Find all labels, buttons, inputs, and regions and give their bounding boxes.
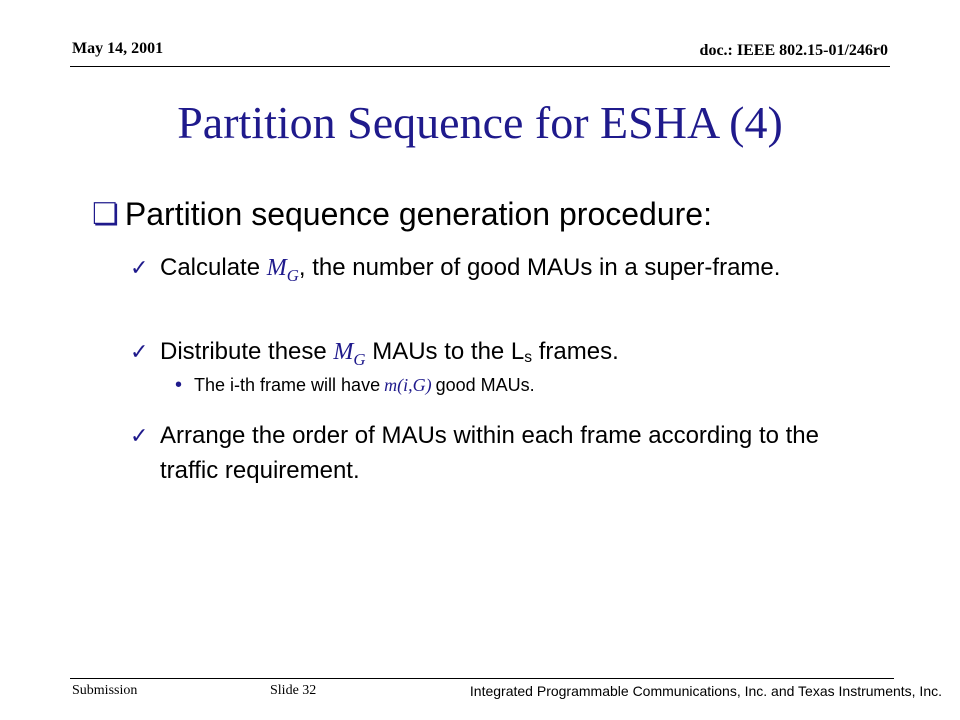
math-mg: $M_G$: [333, 339, 366, 369]
header-date: May 14, 2001: [72, 40, 164, 57]
sub-list-item: [175, 374, 535, 397]
list-item: [130, 250, 830, 293]
footer-slide-number: Slide 32: [270, 683, 317, 698]
main-bullet-text: Partition sequence generation procedure:: [124, 196, 712, 232]
sub-item-text: The i-th frame will have: [194, 375, 381, 395]
checkmark-icon: ✓: [130, 423, 149, 448]
footer-organization: Integrated Programmable Communications, Inc. and Texas Instruments, Inc.: [469, 683, 942, 699]
footer-divider: [70, 678, 894, 679]
checkmark-icon: ✓: [130, 339, 149, 364]
item-text: MAUs to the L: [365, 338, 525, 365]
item-text: Distribute these: [160, 338, 334, 365]
header-doc-id: doc.: IEEE 802.15-01/246r0: [699, 42, 888, 59]
header-divider: [70, 66, 890, 67]
sub-item-text: good MAUs.: [435, 375, 535, 395]
list-item: [130, 418, 830, 488]
item-text: Calculate: [160, 254, 267, 281]
main-bullet: [92, 196, 712, 233]
item-text: frames.: [532, 338, 619, 365]
math-mg: $M_G$: [266, 255, 299, 285]
math-mig: m(i,G): [384, 375, 432, 395]
list-item: ✓ Distribute these $M_G$ MAUs to the $L_s$ frames.: [130, 334, 830, 377]
checkmark-icon: ✓: [130, 255, 149, 280]
item-text: Arrange the order of MAUs within each frame according to the traffic requirement.: [160, 422, 819, 484]
item-text: , the number of good MAUs in a super-frame.: [298, 254, 781, 281]
footer-submission: Submission: [72, 683, 138, 698]
square-bullet-icon: ❏: [92, 197, 119, 231]
slide-title: Partition Sequence for ESHA (4): [177, 97, 783, 148]
dot-bullet-icon: •: [175, 374, 183, 396]
